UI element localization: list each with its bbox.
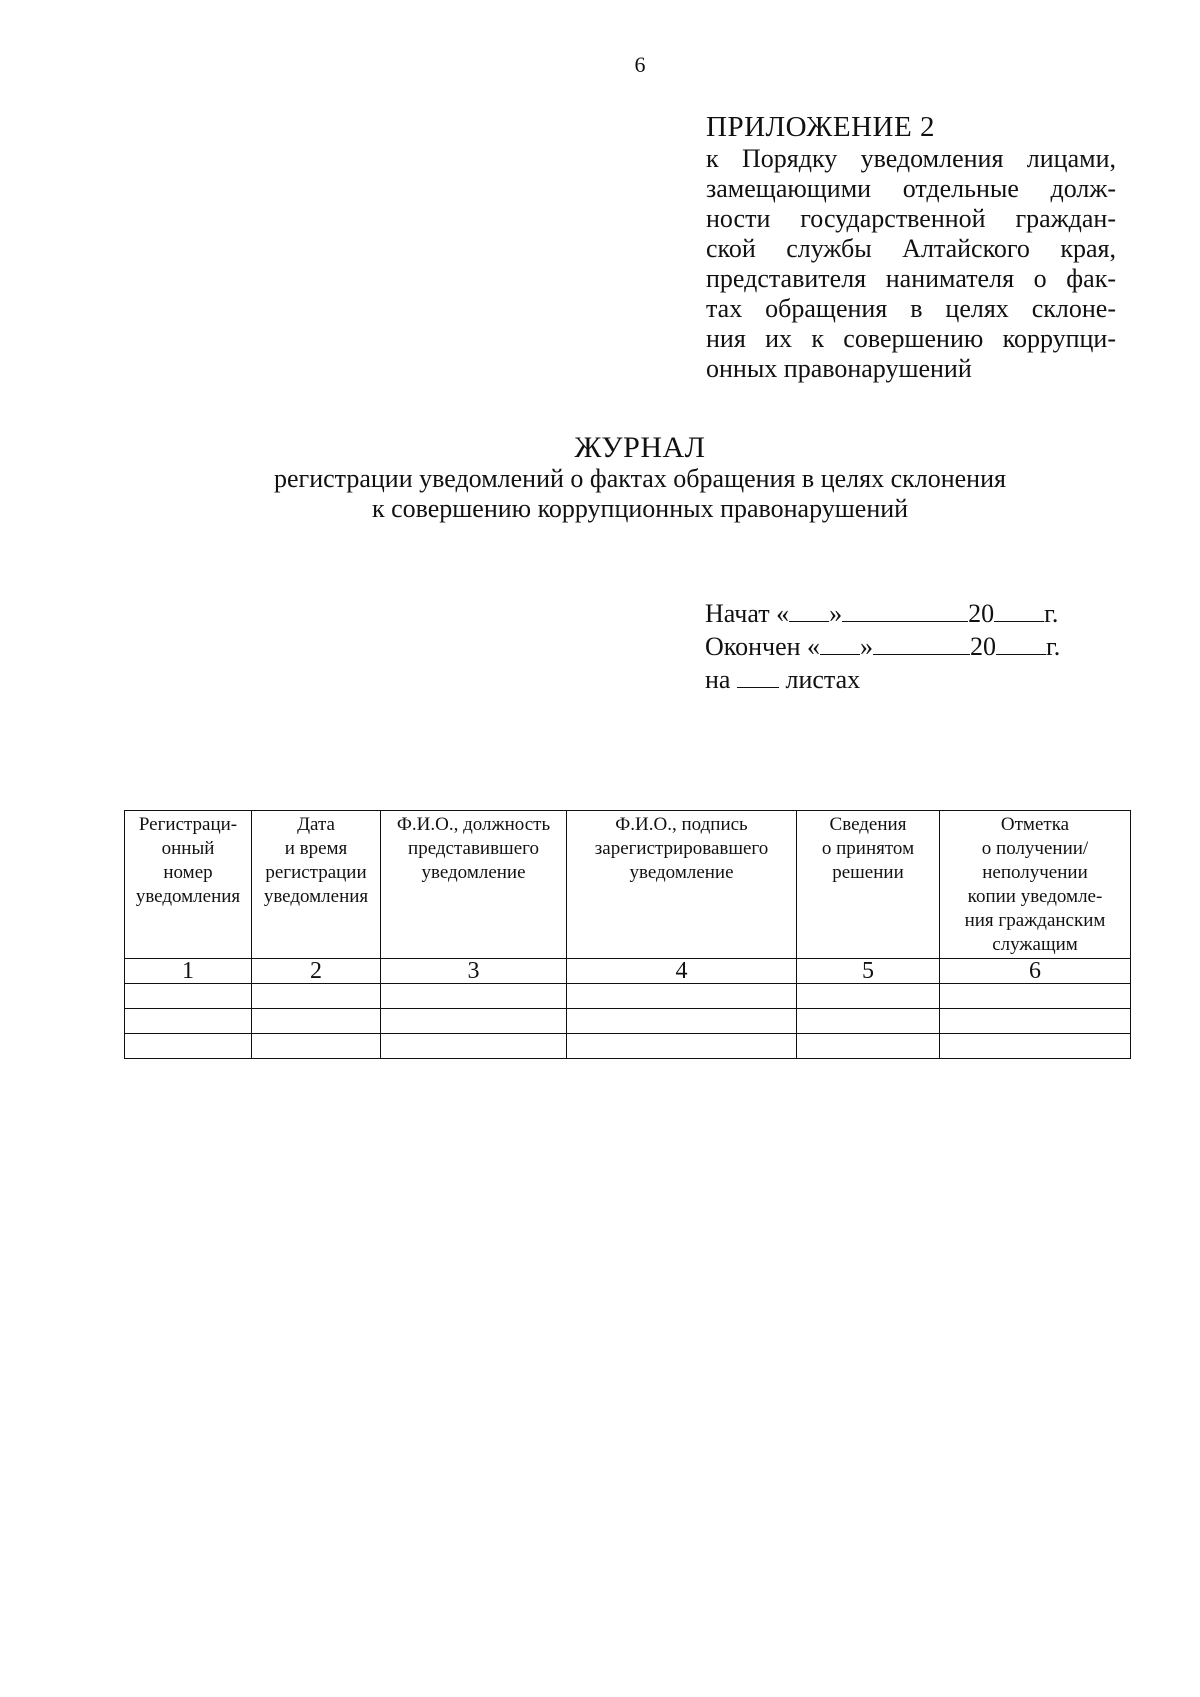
column-number: 1	[125, 959, 252, 984]
journal-subtitle-line2: к совершению коррупционных правонарушений	[371, 494, 909, 523]
column-number: 4	[567, 959, 797, 984]
journal-subtitle-line1: регистрации уведомлений о фактах обращения в целях склонения	[274, 464, 1006, 493]
sheets-row	[705, 663, 1135, 696]
appendix-line: ния их к совершению коррупци-	[706, 324, 1116, 353]
ended-label: Окончен «	[705, 632, 821, 661]
quote-close: »	[860, 632, 874, 661]
page-number: 6	[634, 52, 646, 77]
table-cell[interactable]	[940, 1034, 1131, 1059]
column-number-row	[125, 959, 1131, 984]
journal-title: ЖУРНАЛ	[574, 431, 706, 464]
table-cell[interactable]	[797, 1034, 940, 1059]
table-cell[interactable]	[940, 984, 1131, 1009]
appendix-heading: ПРИЛОЖЕНИЕ 2	[706, 111, 935, 143]
started-row	[705, 597, 1135, 630]
table-cell[interactable]	[125, 1009, 252, 1034]
ended-year-blank[interactable]	[996, 632, 1046, 655]
column-header-registrar: Ф.И.О., подпись зарегистрировавшего уведомление	[567, 811, 797, 959]
table-cell[interactable]	[940, 1009, 1131, 1034]
table-cell[interactable]	[567, 1009, 797, 1034]
column-number: 5	[797, 959, 940, 984]
table-row	[125, 984, 1131, 1009]
table-cell[interactable]	[797, 984, 940, 1009]
appendix-line: замещающими отдельные долж-	[706, 174, 1116, 203]
table-cell[interactable]	[125, 1034, 252, 1059]
started-day-blank[interactable]	[789, 599, 829, 622]
appendix-line: ности государственной граждан-	[706, 204, 1116, 233]
year-suffix: г.	[1044, 599, 1059, 628]
table-cell[interactable]	[567, 984, 797, 1009]
ended-day-blank[interactable]	[820, 632, 860, 655]
ended-row	[705, 630, 1135, 663]
appendix-line: к Порядку уведомления лицами,	[706, 144, 1116, 173]
appendix-line: ской службы Алтайского края,	[706, 234, 1116, 263]
sheets-suffix: листах	[785, 665, 861, 694]
table-header-row	[125, 811, 1131, 959]
table-row	[125, 1009, 1131, 1034]
appendix-line: тах обращения в целях склоне-	[706, 294, 1116, 323]
year-prefix: 20	[970, 632, 997, 661]
appendix-block	[706, 112, 1116, 384]
table-cell[interactable]	[567, 1034, 797, 1059]
column-number: 6	[940, 959, 1131, 984]
table-cell[interactable]	[125, 984, 252, 1009]
appendix-line: онных правонарушений	[706, 354, 972, 383]
registration-table	[124, 810, 1131, 1059]
appendix-line: представителя нанимателя о фак-	[706, 264, 1116, 293]
table-cell[interactable]	[381, 1009, 567, 1034]
table-cell[interactable]	[252, 1009, 381, 1034]
year-prefix: 20	[968, 599, 995, 628]
quote-close: »	[829, 599, 843, 628]
column-number: 2	[252, 959, 381, 984]
journal-period-block	[705, 597, 1135, 696]
column-number: 3	[381, 959, 567, 984]
ended-month-blank[interactable]	[873, 632, 970, 655]
sheets-count-blank[interactable]	[737, 665, 779, 688]
table-cell[interactable]	[252, 1034, 381, 1059]
table-cell[interactable]	[252, 984, 381, 1009]
table-row	[125, 1034, 1131, 1059]
sheets-prefix: на	[705, 665, 731, 694]
year-suffix: г.	[1046, 632, 1061, 661]
started-year-blank[interactable]	[994, 599, 1044, 622]
journal-title-block	[0, 432, 1200, 524]
table-cell[interactable]	[381, 1034, 567, 1059]
table-cell[interactable]	[797, 1009, 940, 1034]
started-label: Начат «	[705, 599, 790, 628]
column-header-copy-mark: Отметка о получении/ неполучении копии уведомле- ния гражданским служащим	[940, 811, 1131, 959]
started-month-blank[interactable]	[842, 599, 968, 622]
column-header-reg-number: Регистраци- онный номер уведомления	[125, 811, 252, 959]
column-header-date-time: Дата и время регистрации уведомления	[252, 811, 381, 959]
column-header-submitter: Ф.И.О., должность представившего уведомление	[381, 811, 567, 959]
column-header-decision: Сведения о принятом решении	[797, 811, 940, 959]
table-cell[interactable]	[381, 984, 567, 1009]
